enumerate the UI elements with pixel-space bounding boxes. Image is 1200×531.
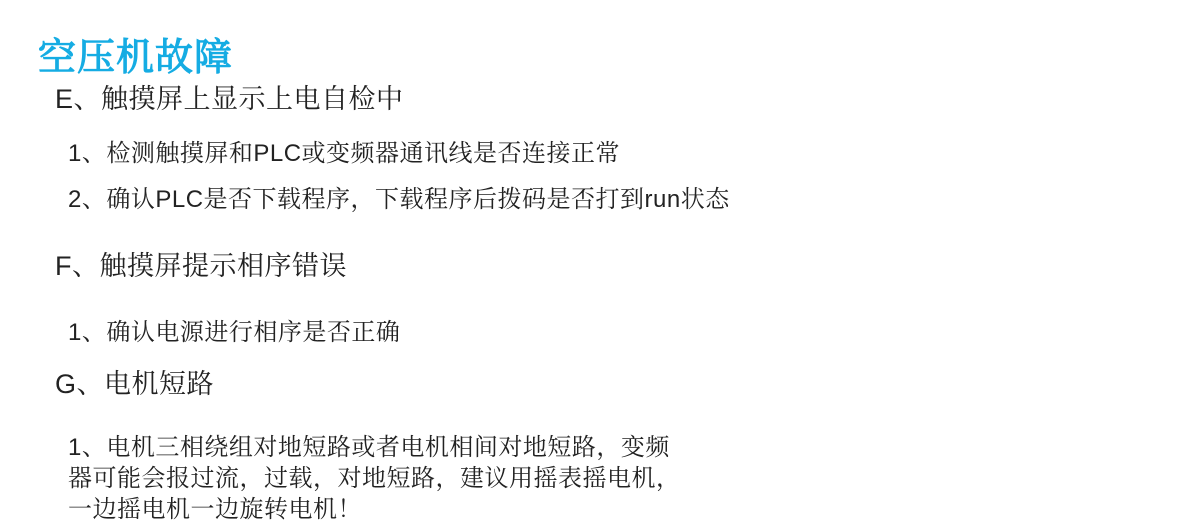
- section-heading-g: G、电机短路: [55, 369, 215, 399]
- section-e-item-2: 2、确认PLC是否下载程序，下载程序后拨码是否打到run状态: [68, 186, 730, 213]
- section-e-item-1: 1、检测触摸屏和PLC或变频器通讯线是否连接正常: [68, 140, 621, 167]
- page-title: 空压机故障: [38, 37, 234, 80]
- section-g-item-1: 1、电机三相绕组对地短路或者电机相间对地短路，变频器可能会报过流，过载，对地短路，建议用摇表摇电机，一边摇电机一边旋转电机！: [68, 434, 681, 523]
- section-f-item-1: 1、确认电源进行相序是否正确: [68, 319, 401, 346]
- section-heading-e: E、触摸屏上显示上电自检中: [55, 84, 404, 114]
- section-heading-f: F、触摸屏提示相序错误: [55, 251, 347, 281]
